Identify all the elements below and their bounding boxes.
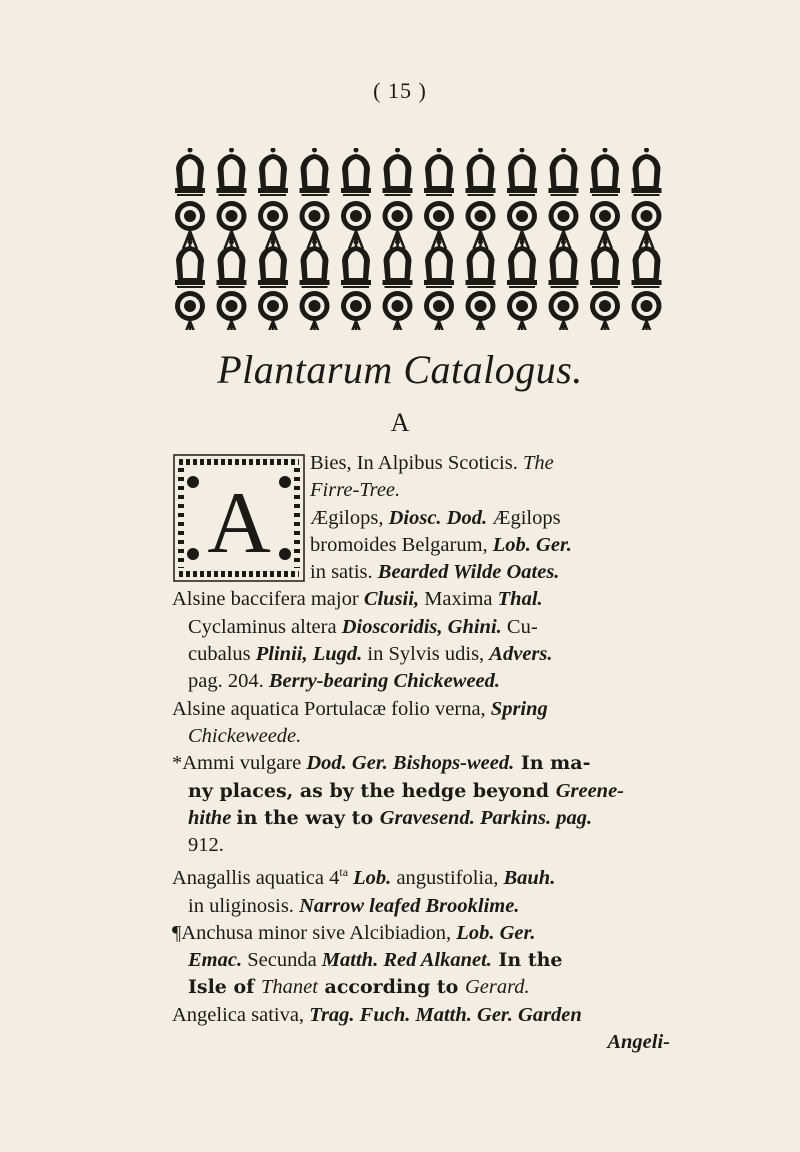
crown-icon bbox=[341, 236, 371, 288]
text-run: Berry-bearing Chickeweed. bbox=[268, 670, 501, 693]
rosette-icon bbox=[549, 291, 579, 330]
text-run: Plinii, bbox=[255, 643, 308, 666]
rosette-icon bbox=[632, 291, 662, 330]
crown-icon bbox=[466, 148, 496, 196]
text-run: Spring bbox=[490, 697, 548, 720]
text-run: Advers. bbox=[489, 643, 553, 666]
text-run: Emac. bbox=[188, 949, 243, 972]
text-line bbox=[172, 974, 670, 1001]
text-run: in uliginosis. bbox=[188, 894, 300, 917]
rosette-icon bbox=[175, 291, 205, 330]
rosette-icon bbox=[466, 291, 496, 330]
text-run: Narrow leafed Brooklime. bbox=[299, 894, 520, 917]
rosette-icon bbox=[341, 291, 371, 330]
text-run: Bies, In Alpibus Scoticis. bbox=[310, 452, 523, 474]
crown-icon bbox=[424, 148, 454, 196]
crown-icon bbox=[424, 236, 454, 288]
text-run: Ægilops, bbox=[310, 506, 389, 529]
text-run: according to bbox=[317, 976, 465, 999]
crown-icon bbox=[217, 148, 247, 196]
text-run: hithe bbox=[188, 806, 237, 829]
rosette-icon bbox=[300, 291, 330, 330]
text-run: Greene- bbox=[555, 779, 625, 802]
text-line bbox=[172, 947, 670, 974]
crown-icon bbox=[590, 148, 620, 196]
text-run: Gravesend. Parkins. pag. bbox=[379, 806, 593, 829]
crown-icon bbox=[175, 236, 205, 288]
text-run: Chickeweede. bbox=[188, 724, 302, 747]
text-line bbox=[172, 641, 670, 668]
text-run: In ma- bbox=[514, 752, 591, 775]
text-run: angustifolia, bbox=[391, 867, 504, 890]
crown-icon bbox=[300, 236, 330, 288]
crown-icon bbox=[466, 236, 496, 288]
text-line bbox=[172, 668, 670, 695]
rosette-icon bbox=[258, 291, 288, 330]
text-run: Alsine aquatica Portulacæ folio verna, bbox=[172, 697, 491, 720]
text-line bbox=[172, 859, 670, 892]
crown-icon bbox=[507, 148, 537, 196]
text-line bbox=[172, 893, 670, 920]
crown-icon bbox=[549, 148, 579, 196]
crown-icon bbox=[632, 236, 662, 288]
text-run: bromoides Belgarum, bbox=[310, 533, 493, 556]
text-run: Lob. bbox=[353, 867, 392, 890]
text-run: ¶Anchusa minor sive Alcibiadion, bbox=[172, 921, 457, 944]
text-run: In the bbox=[491, 949, 563, 972]
text-run: ny places, as by the hedge beyond bbox=[188, 779, 556, 802]
section-letter: A bbox=[390, 408, 410, 437]
text-run: Anagallis aquatica $4^{ta}$ bbox=[172, 865, 349, 890]
text-run: Secunda bbox=[242, 949, 322, 972]
text-line bbox=[172, 920, 670, 947]
text-run: Matth. Red Alkanet. bbox=[321, 949, 492, 972]
text-line bbox=[172, 723, 670, 750]
crown-icon bbox=[549, 236, 579, 288]
rosette-icon bbox=[383, 291, 413, 330]
text-run: Angelica sativa, bbox=[172, 1003, 310, 1026]
text-run: Bauh. bbox=[503, 867, 556, 890]
text-run: cubalus bbox=[188, 643, 256, 666]
crown-icon bbox=[507, 236, 537, 288]
text-line bbox=[172, 805, 670, 832]
text-run: Lugd. bbox=[312, 643, 363, 666]
text-run: Lob. Ger. bbox=[456, 921, 536, 944]
catalogue-text bbox=[172, 450, 670, 1056]
text-run: Cyclaminus altera bbox=[188, 615, 342, 638]
text-run: in Sylvis udis, bbox=[362, 643, 490, 666]
crown-icon bbox=[383, 148, 413, 196]
text-line bbox=[172, 832, 670, 859]
text-line bbox=[172, 559, 670, 586]
crown-icon bbox=[258, 148, 288, 196]
text-line bbox=[172, 1002, 670, 1029]
text-run: Dod. Ger. Bishops-weed. bbox=[306, 752, 515, 775]
crown-ornament-band bbox=[172, 148, 664, 330]
crown-icon bbox=[258, 236, 288, 288]
text-run: Dioscoridis, bbox=[341, 615, 443, 638]
text-run: *Ammi vulgare bbox=[172, 752, 307, 775]
text-run: Clusii, bbox=[363, 588, 420, 611]
text-line bbox=[172, 505, 670, 532]
text-run: The bbox=[522, 452, 554, 474]
crown-icon bbox=[383, 236, 413, 288]
text-run: Lob. Ger. bbox=[492, 533, 572, 556]
text-run: Cu- bbox=[501, 615, 538, 638]
text-line bbox=[172, 750, 670, 777]
text-line bbox=[172, 586, 670, 613]
text-line bbox=[172, 477, 670, 504]
crown-icon bbox=[590, 236, 620, 288]
text-line bbox=[172, 450, 670, 477]
text-run: in the way to bbox=[236, 806, 380, 829]
crown-icon bbox=[175, 148, 205, 196]
text-run: Thal. bbox=[497, 588, 543, 611]
rosette-icon bbox=[424, 291, 454, 330]
text-line bbox=[172, 532, 670, 559]
crown-icon bbox=[632, 148, 662, 196]
page-number: ( 15 ) bbox=[373, 78, 427, 103]
crown-icon bbox=[217, 236, 247, 288]
crown-icon bbox=[341, 148, 371, 196]
text-run: Firre-Tree. bbox=[310, 479, 401, 502]
text-line bbox=[172, 696, 670, 723]
text-run: pag. 204. bbox=[188, 670, 269, 693]
text-run: Alsine baccifera major bbox=[172, 588, 364, 611]
initial-letter: A bbox=[207, 475, 271, 572]
catalogue-title: Plantarum Catalogus. bbox=[217, 347, 583, 392]
text-line bbox=[172, 778, 670, 805]
crown-icon bbox=[300, 148, 330, 196]
text-run: Ægilops bbox=[487, 506, 561, 529]
text-run: Trag. Fuch. Matth. Ger. Garden bbox=[309, 1003, 582, 1026]
text-run: Gerard. bbox=[464, 976, 530, 999]
text-run: Ghini. bbox=[447, 615, 502, 638]
rosette-icon bbox=[507, 291, 537, 330]
text-run: in satis. bbox=[310, 561, 378, 584]
rosette-icon bbox=[590, 291, 620, 330]
text-run: 912. bbox=[188, 834, 224, 857]
text-run: Maxima bbox=[419, 588, 498, 611]
text-run: Diosc. Dod. bbox=[388, 506, 488, 529]
text-line bbox=[172, 614, 670, 641]
rosette-icon bbox=[217, 291, 247, 330]
text-run: Thanet bbox=[260, 976, 318, 999]
text-run: Bearded Wilde Oates. bbox=[377, 561, 560, 584]
catchword: Angeli- bbox=[607, 1031, 670, 1054]
text-run: Isle of bbox=[188, 976, 261, 999]
